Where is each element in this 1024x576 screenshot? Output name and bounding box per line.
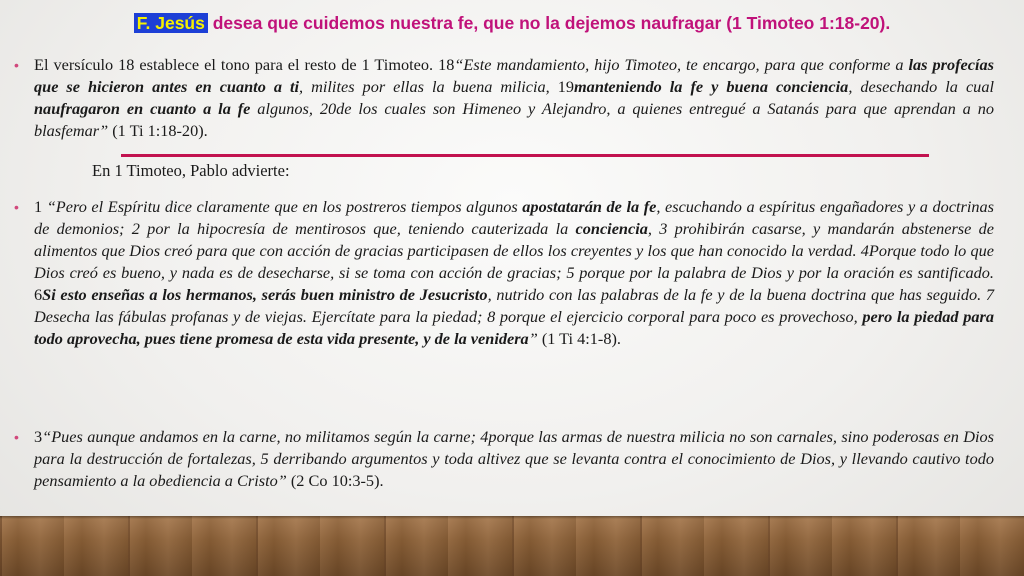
paragraph-2 bbox=[14, 196, 995, 350]
p2-bold: pero la piedad para todo aprovecha, pues tiene promesa de esta vida presente, y de la venidera bbox=[34, 307, 994, 348]
p2-quote: , escuchando a espíritus engañadores y a doctrinas de demonios; 2 por la hipocresía de mentirosos que, teniendo cauterizada la bbox=[34, 197, 994, 238]
p3-verse: 3 bbox=[34, 427, 43, 446]
p2-quote: “Pero el Espíritu dice claramente que en los postreros tiempos algunos bbox=[46, 197, 523, 216]
p3-quote: “Pues aunque andamos en la carne, no militamos según la carne; 4porque las armas de nuestra milicia no son carnales, sino poderosas en Dios para la destrucción de fortalezas, 5 derribando argumentos y toda altivez que se levanta contra el conocimiento de Dios, y llevando cautivo todo pensamiento a la obediencia a Cristo” bbox=[34, 427, 994, 490]
p2-quote: , nutrido con las palabras de la fe y de la buena doctrina que has seguido. 7 Desecha las fábulas profanas y de viejas. Ejercítate para la piedad; 8 porque el ejercicio corporal para poco es provechoso, bbox=[34, 285, 995, 326]
bullet-2: • bbox=[14, 199, 19, 215]
p1-text: El versículo 18 establece el tono para el resto de 1 Timoteo. 18 bbox=[34, 55, 455, 74]
paragraph-3 bbox=[14, 426, 994, 492]
bullet-1: • bbox=[14, 57, 19, 73]
divider-line bbox=[121, 154, 929, 157]
p1-bold: manteniendo la fe y buena conciencia bbox=[574, 77, 849, 96]
p2-bold: apostatarán de la fe bbox=[522, 197, 657, 216]
p2-bold: conciencia bbox=[575, 219, 648, 238]
p1-bold: las profecías que se hicieron antes en cuanto a ti bbox=[34, 55, 995, 96]
p2-reference: (1 Ti 4:1-8). bbox=[537, 329, 621, 348]
slide-title bbox=[0, 13, 1024, 34]
p1-quote: algunos, 20de los cuales son Himeneo y Alejandro, a quienes entregué a Satanás para que aprendan a no blasfemar” bbox=[34, 99, 994, 140]
p1-bold: naufragaron en cuanto a la fe bbox=[34, 99, 251, 118]
p1-verse: 19 bbox=[557, 77, 575, 96]
p2-quote: ” bbox=[528, 329, 538, 348]
bullet-3: • bbox=[14, 429, 19, 445]
title-highlight: F. Jesús bbox=[134, 13, 208, 33]
p2-quote: , 3 prohibirán casarse, y mandarán abstenerse de alimentos que Dios creó para que con acción de gracias participasen de ellos los creyentes y los que han conocido la verdad. 4Porque todo lo que Dios creó es bueno, y nada es de desecharse, si se toma con acción de gracias; 5 porque por la palabra de Dios y por la oración es santificado. bbox=[34, 219, 994, 282]
wood-floor bbox=[0, 516, 1024, 576]
p1-quote: “Este mandamiento, hijo Timoteo, te encargo, para que conforme a bbox=[454, 55, 909, 74]
p2-verse: 1 bbox=[34, 197, 47, 216]
paragraph-1 bbox=[14, 54, 995, 142]
subheading: En 1 Timoteo, Pablo advierte: bbox=[92, 161, 290, 180]
p1-reference: (1 Ti 1:18-20). bbox=[108, 121, 208, 140]
p3-reference: (2 Co 10:3-5). bbox=[286, 471, 384, 490]
p2-verse: 6 bbox=[34, 285, 43, 304]
p1-quote: , milites por ellas la buena milicia, bbox=[299, 77, 558, 96]
p2-bold: Si esto enseñas a los hermanos, serás buen ministro de Jesucristo bbox=[42, 285, 488, 304]
p1-quote: , desechando la cual bbox=[848, 77, 994, 96]
title-text: desea que cuidemos nuestra fe, que no la dejemos naufragar (1 Timoteo 1:18-20). bbox=[207, 13, 891, 33]
